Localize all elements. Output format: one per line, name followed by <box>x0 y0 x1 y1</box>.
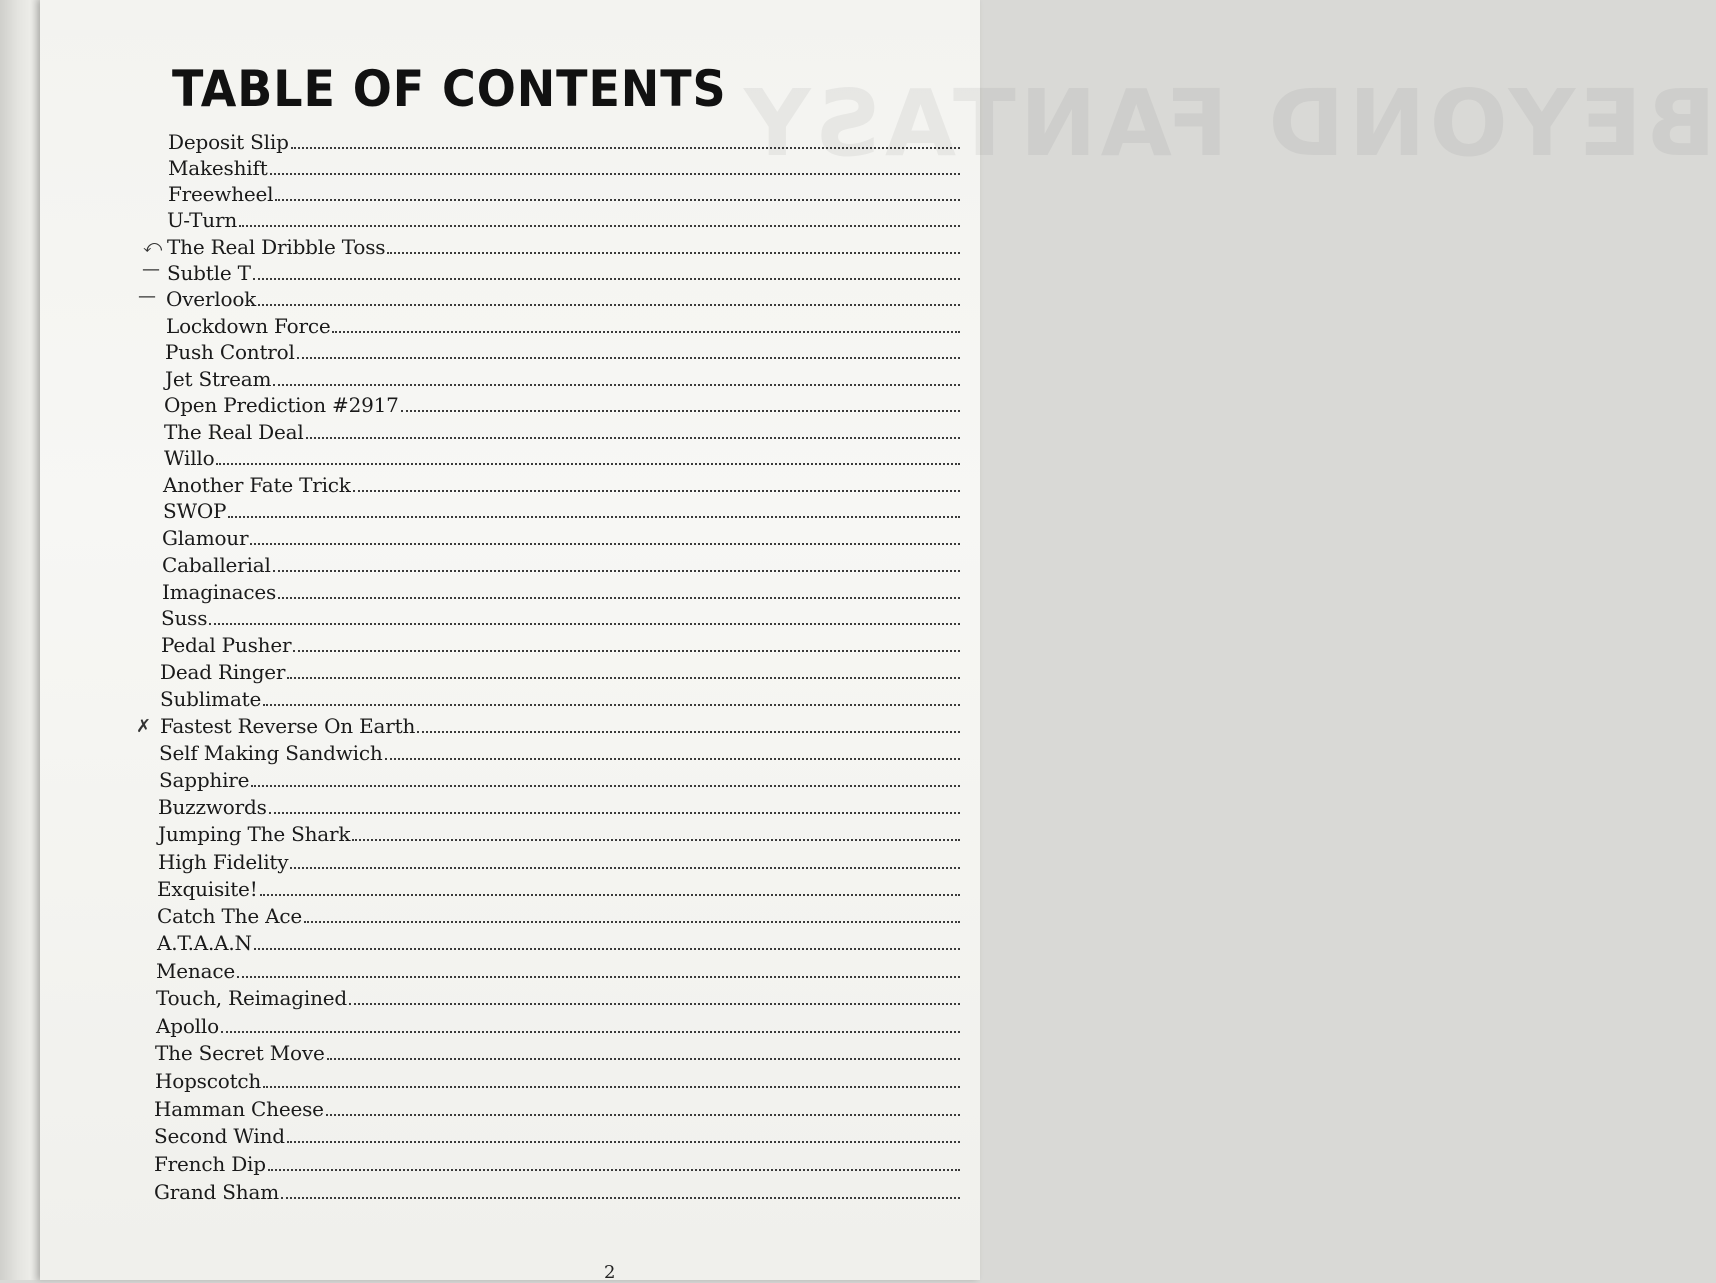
toc-entry <box>154 1097 960 1123</box>
toc-entry <box>160 660 960 686</box>
toc-entry-label: Dead Ringer <box>160 660 286 684</box>
dot-leader <box>297 340 960 359</box>
toc-entry <box>157 904 960 930</box>
dot-leader <box>281 1180 960 1199</box>
toc-entry <box>168 156 960 182</box>
toc-entry-label: The Real Deal <box>164 420 304 444</box>
dot-leader <box>221 1014 960 1033</box>
toc-entry <box>162 526 960 552</box>
dot-leader <box>239 208 960 227</box>
dot-leader <box>349 986 960 1005</box>
dot-leader <box>254 931 960 950</box>
toc-entry <box>159 741 960 767</box>
dot-leader <box>209 606 960 625</box>
toc-entry-label: Pedal Pusher <box>161 633 292 657</box>
dot-leader <box>263 1069 960 1088</box>
toc-entry-label: Hopscotch <box>155 1069 262 1093</box>
toc-entry <box>165 340 960 366</box>
dot-leader <box>304 904 960 923</box>
toc-entry <box>163 499 960 525</box>
dot-leader <box>253 261 960 280</box>
toc-entry <box>158 822 960 848</box>
toc-entry-label: Suss <box>161 606 208 630</box>
dot-leader <box>273 367 960 386</box>
toc-entry-label: Sapphire <box>159 768 250 792</box>
dot-leader <box>352 822 960 841</box>
toc-entry-label: Freewheel <box>168 182 274 206</box>
toc-entry <box>167 208 960 234</box>
toc-entry-label: Apollo <box>156 1014 219 1038</box>
toc-entry <box>162 553 960 579</box>
dot-leader <box>268 1152 960 1171</box>
toc-entry <box>160 687 960 713</box>
dot-leader <box>263 687 960 706</box>
toc-entry-label: Overlook <box>166 287 257 311</box>
toc-entry <box>155 1069 960 1095</box>
toc-entry <box>160 714 960 740</box>
toc-entry <box>161 633 960 659</box>
dot-leader <box>353 473 960 492</box>
toc-entry-label: Jet Stream <box>165 367 272 391</box>
toc-entry <box>157 931 960 957</box>
dot-leader <box>250 526 960 545</box>
toc-entry <box>168 130 960 156</box>
toc-entry <box>167 261 960 287</box>
pen-arrow-mark: ⤺ <box>143 236 163 257</box>
dot-leader <box>269 795 960 814</box>
toc-entry <box>154 1152 960 1178</box>
toc-entry-label: The Secret Move <box>155 1041 325 1065</box>
toc-entry-label: Exquisite! <box>157 877 258 901</box>
toc-entry-label: Open Prediction #2917 <box>164 393 399 417</box>
toc-entry-label: Second Wind <box>154 1124 285 1148</box>
dot-leader <box>326 1097 960 1116</box>
toc-entry-label: Menace <box>156 959 235 983</box>
pen-star-mark: ✗ <box>136 716 152 737</box>
toc-entry <box>162 580 960 606</box>
dot-leader <box>401 393 960 412</box>
toc-entry-label: SWOP <box>163 499 227 523</box>
toc-entry <box>164 446 960 472</box>
toc-entry <box>165 367 960 393</box>
toc-entry-label: A.T.A.A.N <box>157 931 252 955</box>
dot-leader <box>258 287 960 306</box>
toc-entry-label: Fastest Reverse On Earth <box>160 714 416 738</box>
toc-entry <box>159 768 960 794</box>
toc-entry-label: The Real Dribble Toss <box>167 235 386 259</box>
pen-dash-mark: — <box>142 259 160 280</box>
dot-leader <box>306 420 960 439</box>
toc-entry-label: Hamman Cheese <box>154 1097 324 1121</box>
toc-entry <box>164 393 960 419</box>
dot-leader <box>290 850 960 869</box>
toc-entry <box>158 795 960 821</box>
dot-leader <box>228 499 960 518</box>
toc-entry-label: High Fidelity <box>158 850 289 874</box>
toc-entry <box>156 1014 960 1040</box>
toc-entry <box>167 235 960 261</box>
toc-entry <box>156 959 960 985</box>
toc-entry <box>154 1124 960 1150</box>
toc-entry-label: Deposit Slip <box>168 130 289 154</box>
dot-leader <box>273 553 960 572</box>
dot-leader <box>291 130 960 149</box>
show-through-text: BEYOND FANTASY <box>740 70 1716 177</box>
toc-entry <box>155 1041 960 1067</box>
dot-leader <box>293 633 960 652</box>
dot-leader <box>327 1041 960 1060</box>
toc-entry-label: Glamour <box>162 526 249 550</box>
toc-entry-label: Jumping The Shark <box>158 822 351 846</box>
toc-entry-label: Subtle T <box>167 261 251 285</box>
toc-entry <box>163 473 960 499</box>
dot-leader <box>278 580 960 599</box>
toc-entry-label: Makeshift <box>168 156 268 180</box>
dot-leader <box>237 959 960 978</box>
toc-entry <box>154 1180 960 1206</box>
pen-dash-mark: — <box>138 286 156 307</box>
toc-entry <box>161 606 960 632</box>
dot-leader <box>251 768 960 787</box>
toc-entry-label: Buzzwords <box>158 795 267 819</box>
toc-entry-label: Catch The Ace <box>157 904 302 928</box>
dot-leader <box>287 660 960 679</box>
toc-entry <box>157 877 960 903</box>
toc-entry-label: Sublimate <box>160 687 262 711</box>
toc-entry <box>158 850 960 876</box>
dot-leader <box>260 877 960 896</box>
dot-leader <box>270 156 960 175</box>
toc-entry <box>156 986 960 1012</box>
page-title: TABLE OF CONTENTS <box>172 60 727 118</box>
dot-leader <box>385 741 960 760</box>
toc-entry-label: U-Turn <box>167 208 238 232</box>
toc-entry <box>166 314 960 340</box>
toc-entry-label: French Dip <box>154 1152 266 1176</box>
dot-leader <box>387 235 960 254</box>
page-number: 2 <box>604 1262 616 1283</box>
toc-entry-label: Lockdown Force <box>166 314 331 338</box>
toc-entry <box>166 287 960 313</box>
toc-entry-label: Grand Sham <box>154 1180 279 1204</box>
toc-entry <box>168 182 960 208</box>
toc-entry-label: Another Fate Trick <box>163 473 351 497</box>
dot-leader <box>216 446 960 465</box>
toc-entry <box>164 420 960 446</box>
dot-leader <box>332 314 960 333</box>
toc-entry-label: Imaginaces <box>162 580 277 604</box>
dot-leader <box>417 714 960 733</box>
toc-entry-label: Willo <box>164 446 215 470</box>
dot-leader <box>275 182 960 201</box>
toc-entry-label: Push Control <box>165 340 295 364</box>
toc-entry-label: Self Making Sandwich <box>159 741 383 765</box>
dot-leader <box>287 1124 960 1143</box>
toc-entry-label: Caballerial <box>162 553 271 577</box>
toc-entry-label: Touch, Reimagined <box>156 986 348 1010</box>
